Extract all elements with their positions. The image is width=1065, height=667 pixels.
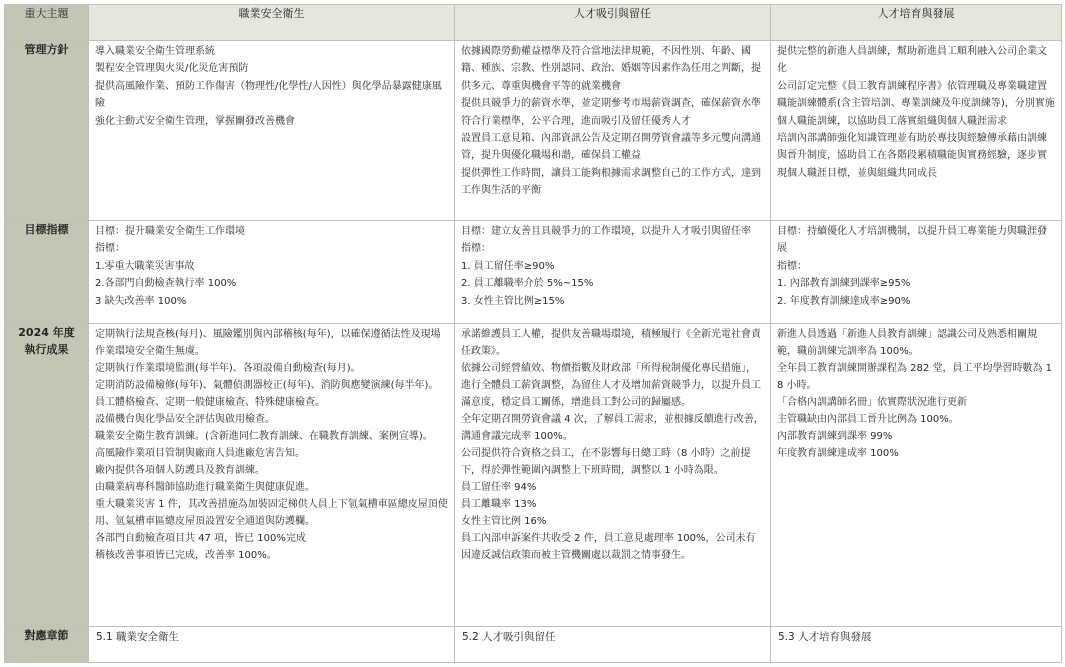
cell-line: 設備機台與化學品安全評估與啟用檢查。 bbox=[95, 414, 275, 425]
cell-line: 提供彈性工作時間，讓員工能夠根據需求調整自己的工作方式，達到工作與生活的平衡 bbox=[461, 167, 761, 197]
header-talent-attraction: 人才吸引與留任 bbox=[455, 5, 771, 41]
cell-line: 員工離職率 13% bbox=[461, 499, 537, 510]
cell-line: 1. 內部教育訓練到課率≥95% bbox=[777, 278, 911, 290]
cell-line: 製程安全管理與火災/化災危害預防 bbox=[95, 63, 249, 75]
cell-line: 全年定期召開勞資會議 4 次，了解員工需求，並根據反饋進行改善，溝通會議完成率 100%。 bbox=[461, 414, 764, 442]
cell-line: 主管職缺由內部員工晉升比例為 100%。 bbox=[777, 414, 959, 425]
cell-line: 提供高風險作業、預防工作傷害（物理性/化學性/人因性）與化學品暴露健康風險 bbox=[95, 80, 442, 110]
cell-line: 目標：提升職業安全衛生工作環境 bbox=[95, 226, 245, 237]
cell-line: 3 缺失改善率 100% bbox=[95, 295, 187, 307]
cell-line: 重大職業災害 1 件，其改善措施為加裝固定梯供人員上下氫氣槽車區總皮屋頂使用、氫氣槽車區總皮屋頂設置安全通道與防護欄。 bbox=[95, 499, 448, 527]
cell-line: 1.零重大職業災害事故 bbox=[95, 260, 195, 272]
cell-line: 定期執行作業環境監測(每半年)、各項設備自動檢查(每月)。 bbox=[95, 363, 361, 374]
policy-col3 bbox=[771, 41, 1062, 221]
cell-line: 依據公司經營績效、物價指數及財政部「所得稅制優化專民措施」，進行全體員工薪資調整，為留住人才及增加薪資競爭力，以提升員工滿意度，穩定員工關係，增進員工對公司的歸屬感。 bbox=[461, 363, 761, 408]
policy-col2 bbox=[455, 41, 771, 221]
cell-line: 培訓內部講師強化知識管理並有助於專技與經驗傳承藉由訓練與晉升制度，協助員工在各階段累積職能與實務經驗，逐步實現個人職涯目標，並與組織共同成長 bbox=[777, 133, 1047, 179]
cell-line: 廠內提供各項個人防護具及教育訓練。 bbox=[95, 465, 265, 476]
row-results bbox=[5, 324, 1062, 627]
cell-line: 1. 員工留任率≥90% bbox=[461, 260, 555, 272]
cell-line: 目標：持續優化人才培訓機制，以提升員工專業能力與職涯發展 bbox=[777, 226, 1047, 255]
cell-line: 定期消防設備檢修(每年)、氣體偵測器校正(每年)、消防與應變演練(每半年)。 bbox=[95, 380, 439, 391]
cell-line: 指標： bbox=[777, 260, 807, 272]
cell-line: 員工內部申訴案件共收受 2 件，員工意見處理率 100%，公司未有因違反誠信政策而被主管機關處以裁罰之情事發生。 bbox=[461, 533, 756, 561]
cell-line: 稽核改善事項皆已完成，改善率 100%。 bbox=[95, 550, 277, 561]
cell-line: 提供具競爭力的薪資水準，並定期參考市場薪資調查，確保薪資水準符合行業標準，公平合理，進而吸引及留任優秀人才 bbox=[461, 98, 761, 127]
cell-line: 2. 員工離職率介於 5%~15% bbox=[461, 278, 594, 290]
cell-line: 各部門自動檢查項目共 47 項，皆已 100%完成 bbox=[95, 533, 306, 544]
cell-line: 提供完整的新進人員訓練，幫助新進員工順利融入公司企業文化 bbox=[777, 46, 1047, 75]
cell-line: 依據國際勞動權益標準及符合當地法律規範，不因性別、年齡、國籍、種族、宗教、性別認同、政治、婚姻等因素作為任用之判斷，提供多元、尊重與機會平等的就業機會 bbox=[461, 46, 761, 92]
cell-line: 承諾維護員工人權，提供友善職場環境，積極履行《全新光電社會責任政策》。 bbox=[461, 329, 761, 357]
header-talent-development: 人才培育與發展 bbox=[771, 5, 1062, 41]
cell-line: 員工體格檢查、定期一般健康檢查、特殊健康檢查。 bbox=[95, 397, 325, 408]
cell-line: 全年員工教育訓練開辦課程為 282 堂，員工平均學習時數為 18 小時。 bbox=[777, 363, 1052, 391]
chapter-col2: 5.2 人才吸引與留任 bbox=[455, 627, 771, 663]
cell-line: 高風險作業項目管制與廠商人員進廠危害告知。 bbox=[95, 448, 305, 459]
cell-line: 「合格內訓講師名冊」依實際狀況進行更新 bbox=[777, 397, 967, 408]
material-topics-table bbox=[4, 4, 1062, 663]
row-target bbox=[5, 221, 1062, 324]
cell-line: 設置員工意見箱、內部資訊公告及定期召開勞資會議等多元雙向溝通管，提升與優化職場和諧，確保員工權益 bbox=[461, 133, 761, 162]
cell-line: 導入職業安全衛生管理系統 bbox=[95, 46, 215, 57]
cell-line: 2.各部門自動檢查執行率 100% bbox=[95, 278, 237, 290]
cell-line: 指標： bbox=[95, 243, 125, 255]
target-col2 bbox=[455, 221, 771, 324]
row-label-results-line2: 執行成果 bbox=[24, 343, 69, 356]
row-label-results-line1: 2024 年度 bbox=[18, 326, 75, 339]
row-label-chapter: 對應章節 bbox=[5, 627, 89, 663]
cell-line: 公司訂定完整《員工教育訓練程序書》依管理職及專業職建置職能訓練體系(含主管培訓、專業訓練及年度訓練等)，分別實施個人職能訓練，以協助員工落實組織與個人職涯需求 bbox=[777, 80, 1055, 127]
cell-line: 女性主管比例 16% bbox=[461, 516, 547, 527]
header-row bbox=[5, 5, 1062, 41]
chapter-col1: 5.1 職業安全衛生 bbox=[89, 627, 455, 663]
results-col3 bbox=[771, 324, 1062, 627]
policy-col1 bbox=[89, 41, 455, 221]
cell-line: 新進人員透過「新進人員教育訓練」認識公司及熟悉相關規範，職前訓練完訓率為 100%。 bbox=[777, 329, 1037, 357]
row-label-policy: 管理方針 bbox=[5, 41, 89, 221]
cell-line: 目標：建立友善且具競爭力的工作環境，以提升人才吸引與留任率 bbox=[461, 226, 751, 237]
cell-line: 指標： bbox=[461, 243, 491, 255]
cell-line: 員工留任率 94% bbox=[461, 482, 537, 493]
header-topic: 重大主題 bbox=[5, 5, 89, 41]
cell-line: 強化主動式安全衛生管理，掌握關發改善機會 bbox=[95, 115, 295, 127]
results-col1 bbox=[89, 324, 455, 627]
cell-line: 2. 年度教育訓練達成率≥90% bbox=[777, 295, 911, 307]
header-occupational-safety: 職業安全衛生 bbox=[89, 5, 455, 41]
cell-line: 年度教育訓練達成率 100% bbox=[777, 448, 899, 459]
chapter-col3: 5.3 人才培育與發展 bbox=[771, 627, 1062, 663]
row-label-results bbox=[5, 324, 89, 627]
row-chapter bbox=[5, 627, 1062, 663]
row-label-target: 目標指標 bbox=[5, 221, 89, 324]
cell-line: 定期執行法規查核(每月)、風險鑑別與內部稽核(每年)，以確保遵循法性及現場作業環境安全衛生無虞。 bbox=[95, 329, 441, 357]
row-policy bbox=[5, 41, 1062, 221]
cell-line: 公司提供符合資格之員工，在不影響每日總工時（8 小時）之前提下，得於彈性範圍內調整上下班時間，調整以 1 小時為限。 bbox=[461, 448, 751, 476]
cell-line: 內部教育訓練到課率 99% bbox=[777, 431, 893, 442]
target-col1 bbox=[89, 221, 455, 324]
cell-line: 3. 女性主管比例≥15% bbox=[461, 295, 565, 307]
target-col3 bbox=[771, 221, 1062, 324]
results-col2 bbox=[455, 324, 771, 627]
cell-line: 職業安全衛生教育訓練。(含新進同仁教育訓練、在職教育訓練、案例宣導)。 bbox=[95, 431, 433, 442]
cell-line: 由職業病專科醫師協助進行職業衛生與健康促進。 bbox=[95, 482, 315, 493]
